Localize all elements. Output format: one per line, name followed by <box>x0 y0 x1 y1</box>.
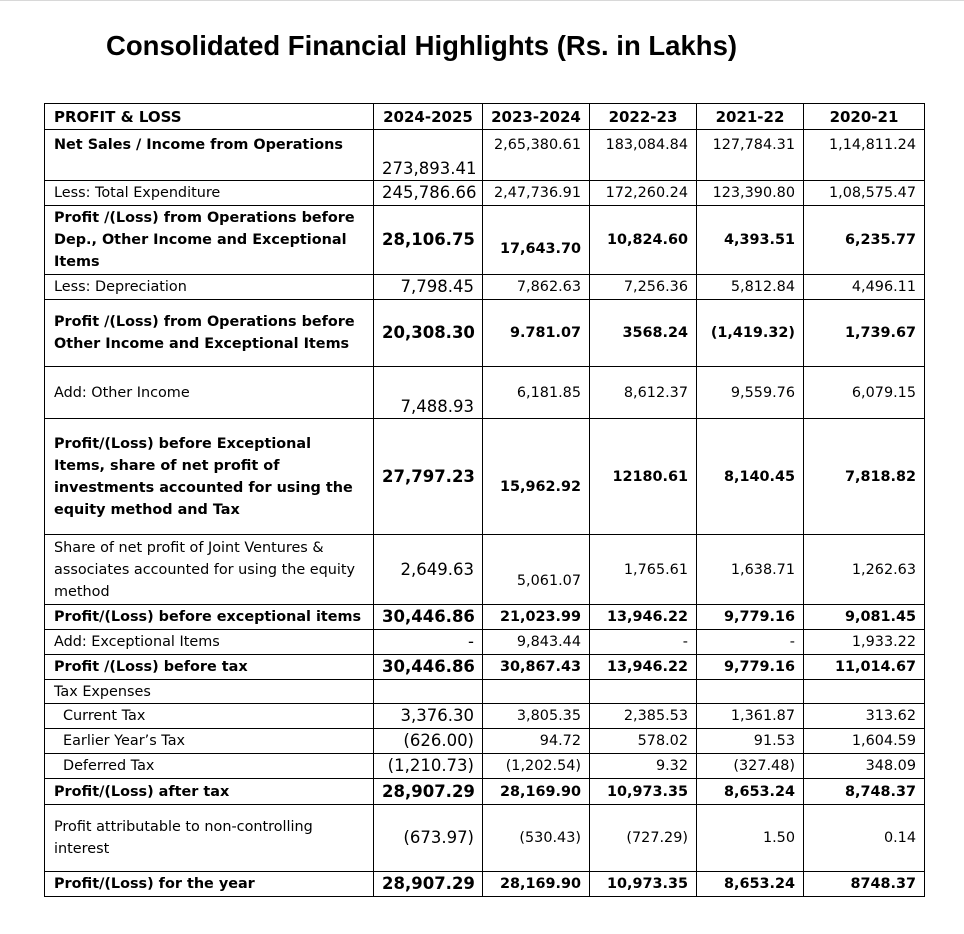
row-value: 5,061.07 <box>483 535 590 605</box>
row-label: Profit/(Loss) after tax <box>45 779 374 805</box>
row-value: (1,210.73) <box>374 754 483 779</box>
row-value: 8,653.24 <box>697 872 804 897</box>
row-value: 6,235.77 <box>804 206 925 275</box>
row-value: (673.97) <box>374 805 483 872</box>
row-value: 17,643.70 <box>483 206 590 275</box>
row-value: 1,604.59 <box>804 729 925 754</box>
row-value: 30,446.86 <box>374 605 483 630</box>
row-value: (1,202.54) <box>483 754 590 779</box>
row-value: 9,081.45 <box>804 605 925 630</box>
row-label: Deferred Tax <box>45 754 374 779</box>
row-value: 21,023.99 <box>483 605 590 630</box>
row-value: 28,169.90 <box>483 779 590 805</box>
row-value: (530.43) <box>483 805 590 872</box>
header-cell-year: 2024-2025 <box>374 104 483 130</box>
row-value: 3568.24 <box>590 300 697 367</box>
row-value: 10,973.35 <box>590 779 697 805</box>
row-value: 13,946.22 <box>590 605 697 630</box>
page-title: Consolidated Financial Highlights (Rs. in Lakhs) <box>106 30 738 61</box>
row-value: 9,779.16 <box>697 605 804 630</box>
row-value: 3,376.30 <box>374 704 483 729</box>
row-label: Profit /(Loss) before tax <box>45 655 374 680</box>
row-value: 4,496.11 <box>804 275 925 300</box>
row-value: (727.29) <box>590 805 697 872</box>
row-value: 7,488.93 <box>374 367 483 419</box>
row-label: Profit /(Loss) from Operations before Dep., Other Income and Exceptional Items <box>45 206 374 275</box>
row-value: 28,907.29 <box>374 779 483 805</box>
row-label: Add: Other Income <box>45 367 374 419</box>
row-value: 91.53 <box>697 729 804 754</box>
table-row <box>45 275 925 300</box>
row-value: 2,47,736.91 <box>483 181 590 206</box>
table-row <box>45 779 925 805</box>
table-row <box>45 872 925 897</box>
row-value: 6,181.85 <box>483 367 590 419</box>
row-value: 123,390.80 <box>697 181 804 206</box>
row-value <box>590 680 697 704</box>
row-value: 94.72 <box>483 729 590 754</box>
row-value: 12180.61 <box>590 419 697 535</box>
row-value: 2,649.63 <box>374 535 483 605</box>
row-label: Less: Depreciation <box>45 275 374 300</box>
row-value: 1,765.61 <box>590 535 697 605</box>
row-value: 183,084.84 <box>590 130 697 181</box>
row-value: 9,843.44 <box>483 630 590 655</box>
table-row <box>45 805 925 872</box>
row-value: 13,946.22 <box>590 655 697 680</box>
row-value: 10,824.60 <box>590 206 697 275</box>
table-row <box>45 729 925 754</box>
row-label: Earlier Year’s Tax <box>45 729 374 754</box>
table-row <box>45 704 925 729</box>
table-row <box>45 367 925 419</box>
row-value: 30,446.86 <box>374 655 483 680</box>
row-value: 28,106.75 <box>374 206 483 275</box>
row-value: 1,361.87 <box>697 704 804 729</box>
table-row <box>45 206 925 275</box>
header-cell-year: 2022-23 <box>590 104 697 130</box>
row-label: Profit /(Loss) from Operations before Other Income and Exceptional Items <box>45 300 374 367</box>
row-value: 3,805.35 <box>483 704 590 729</box>
row-value: 27,797.23 <box>374 419 483 535</box>
row-value: - <box>697 630 804 655</box>
row-value: 7,818.82 <box>804 419 925 535</box>
table-row <box>45 605 925 630</box>
row-value: 8,612.37 <box>590 367 697 419</box>
row-value: 8,653.24 <box>697 779 804 805</box>
row-value: 9,779.16 <box>697 655 804 680</box>
row-value: 1,14,811.24 <box>804 130 925 181</box>
row-label: Profit/(Loss) before Exceptional Items, share of net profit of investments accounted for using the equity method and Tax <box>45 419 374 535</box>
row-value: 1,933.22 <box>804 630 925 655</box>
table-row <box>45 419 925 535</box>
row-value: 2,385.53 <box>590 704 697 729</box>
row-value: 4,393.51 <box>697 206 804 275</box>
row-value: 28,169.90 <box>483 872 590 897</box>
row-value: 8,748.37 <box>804 779 925 805</box>
row-value: (1,419.32) <box>697 300 804 367</box>
header-cell-label: PROFIT & LOSS <box>45 104 374 130</box>
row-value: (327.48) <box>697 754 804 779</box>
row-value: 0.14 <box>804 805 925 872</box>
row-value: - <box>374 630 483 655</box>
row-value <box>374 680 483 704</box>
table-row <box>45 535 925 605</box>
header-cell-year: 2020-21 <box>804 104 925 130</box>
table-row <box>45 130 925 181</box>
row-value: 127,784.31 <box>697 130 804 181</box>
row-value: 5,812.84 <box>697 275 804 300</box>
header-cell-year: 2021-22 <box>697 104 804 130</box>
row-value: 273,893.41 <box>374 130 483 181</box>
row-value: 348.09 <box>804 754 925 779</box>
row-value: 1.50 <box>697 805 804 872</box>
top-divider <box>0 0 964 1</box>
row-label: Share of net profit of Joint Ventures & associates accounted for using the equity method <box>45 535 374 605</box>
row-label: Net Sales / Income from Operations <box>45 130 374 181</box>
header-cell-year: 2023-2024 <box>483 104 590 130</box>
row-value: 7,256.36 <box>590 275 697 300</box>
row-value: 15,962.92 <box>483 419 590 535</box>
row-value: 1,638.71 <box>697 535 804 605</box>
row-label: Add: Exceptional Items <box>45 630 374 655</box>
row-value: 9.32 <box>590 754 697 779</box>
row-value: 313.62 <box>804 704 925 729</box>
row-value: (626.00) <box>374 729 483 754</box>
row-label: Profit/(Loss) for the year <box>45 872 374 897</box>
row-value: 9.781.07 <box>483 300 590 367</box>
row-value: - <box>590 630 697 655</box>
row-value: 6,079.15 <box>804 367 925 419</box>
row-label: Less: Total Expenditure <box>45 181 374 206</box>
row-value: 8748.37 <box>804 872 925 897</box>
row-label: Current Tax <box>45 704 374 729</box>
row-label: Profit attributable to non-controlling interest <box>45 805 374 872</box>
row-value: 578.02 <box>590 729 697 754</box>
row-value: 7,862.63 <box>483 275 590 300</box>
row-value: 8,140.45 <box>697 419 804 535</box>
row-value: 9,559.76 <box>697 367 804 419</box>
financial-highlights-table <box>44 103 925 897</box>
row-value: 245,786.66 <box>374 181 483 206</box>
row-value: 1,739.67 <box>804 300 925 367</box>
row-value: 2,65,380.61 <box>483 130 590 181</box>
row-value: 7,798.45 <box>374 275 483 300</box>
row-value <box>804 680 925 704</box>
row-value <box>483 680 590 704</box>
table-row <box>45 655 925 680</box>
row-value: 28,907.29 <box>374 872 483 897</box>
row-value: 1,08,575.47 <box>804 181 925 206</box>
table-row <box>45 630 925 655</box>
table-row <box>45 680 925 704</box>
row-label: Tax Expenses <box>45 680 374 704</box>
row-value: 20,308.30 <box>374 300 483 367</box>
row-label: Profit/(Loss) before exceptional items <box>45 605 374 630</box>
table-row <box>45 754 925 779</box>
row-value: 11,014.67 <box>804 655 925 680</box>
table-row <box>45 181 925 206</box>
row-value: 172,260.24 <box>590 181 697 206</box>
row-value: 10,973.35 <box>590 872 697 897</box>
row-value: 30,867.43 <box>483 655 590 680</box>
row-value <box>697 680 804 704</box>
table-header-row <box>45 104 925 130</box>
row-value: 1,262.63 <box>804 535 925 605</box>
table-row <box>45 300 925 367</box>
